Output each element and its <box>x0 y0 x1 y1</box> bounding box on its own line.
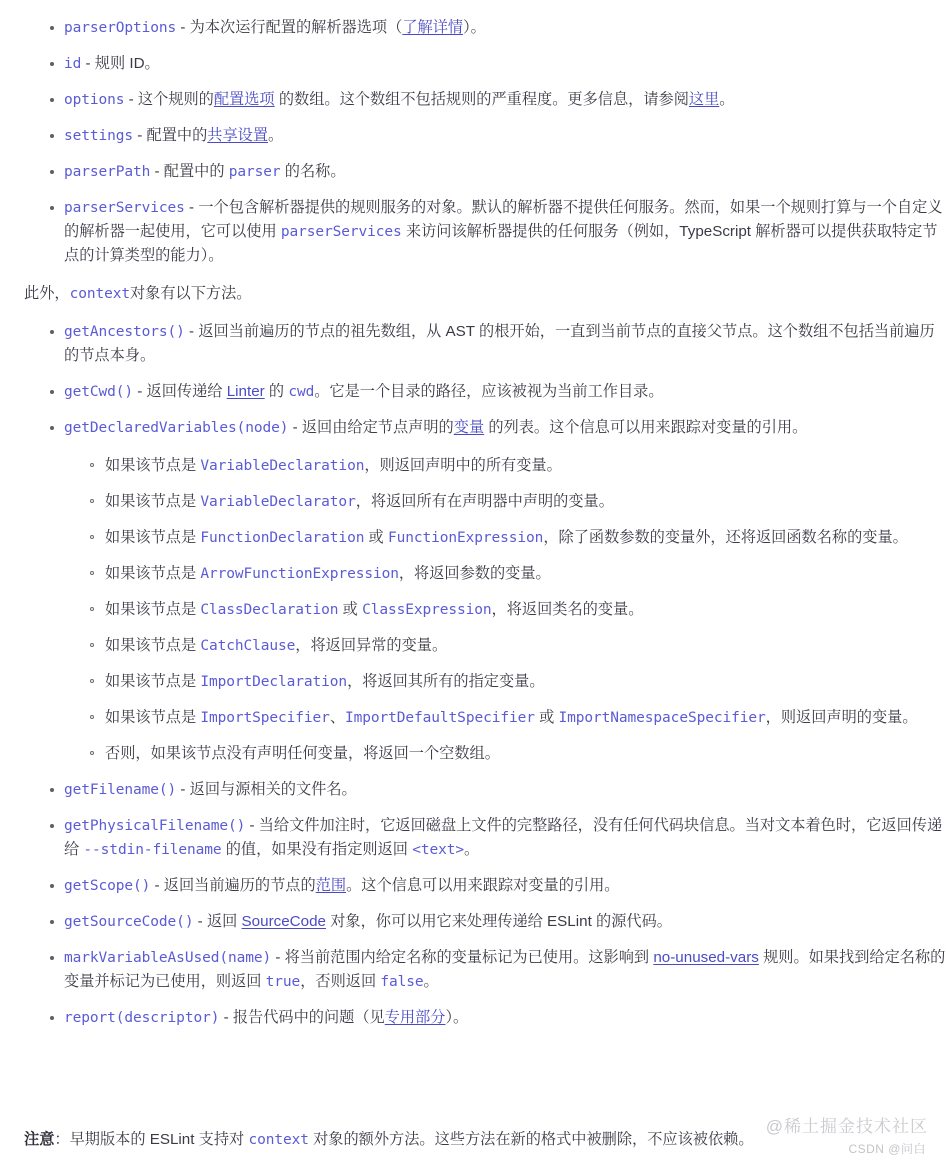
property-item-parserPath <box>0 160 946 184</box>
inline-link[interactable]: SourceCode <box>241 913 326 930</box>
text-run: - 将当前范围内给定名称的变量标记为已使用。这影响到 <box>271 949 654 966</box>
text-run: - 为本次运行配置的解析器选项（ <box>176 19 403 36</box>
text-run: 。 <box>719 91 735 108</box>
method-item-getFilename <box>0 778 946 802</box>
text-run: - 这个规则的 <box>124 91 214 108</box>
text-run: 如果该节点是 <box>105 565 201 582</box>
text-run: 或 <box>534 709 559 726</box>
property-item-body <box>64 196 946 268</box>
inline-code: context <box>69 286 130 302</box>
inline-link[interactable]: 专用部分 <box>384 1009 446 1026</box>
inline-code: ImportDeclaration <box>200 674 348 690</box>
method-sub-item-body <box>105 670 946 694</box>
text-run: 的 <box>264 383 289 400</box>
property-item-parserOptions <box>0 16 946 40</box>
method-sub-item <box>0 706 946 730</box>
inline-code: context <box>248 1132 309 1148</box>
text-run: - 返回与源相关的文件名。 <box>176 781 357 798</box>
inline-code: parserPath <box>64 164 151 180</box>
method-item-body <box>64 946 946 994</box>
property-item-id <box>0 52 946 76</box>
inline-link[interactable]: no-unused-vars <box>653 949 759 966</box>
text-run: ）。 <box>463 19 486 36</box>
method-sub-item-body <box>105 706 946 730</box>
inline-code: false <box>380 974 424 990</box>
text-run: 对象有以下方法。 <box>129 285 252 302</box>
method-sub-item <box>0 634 946 658</box>
property-item-body <box>64 16 946 40</box>
method-item-getSourceCode <box>0 910 946 934</box>
method-sub-item-body <box>105 634 946 658</box>
method-item-body <box>64 1006 946 1030</box>
text-run: 对象的额外方法。这些方法在新的格式中被删除，不应该被依赖。 <box>308 1131 754 1148</box>
method-item-getAncestors <box>0 320 946 368</box>
text-run: - 返回当前遍历的节点的 <box>150 877 316 894</box>
inline-code: ImportSpecifier <box>200 710 330 726</box>
property-item-parserServices <box>0 196 946 268</box>
method-sub-item <box>0 598 946 622</box>
property-item-settings <box>0 124 946 148</box>
method-sub-item <box>0 670 946 694</box>
inline-link[interactable]: 变量 <box>453 419 485 436</box>
method-sub-item <box>0 742 946 766</box>
context-methods-list <box>0 320 946 1030</box>
text-run: 对象，你可以用它来处理传递给 ESLint 的源代码。 <box>325 913 672 930</box>
inline-code: getScope() <box>64 878 151 894</box>
text-run: 否则，如果该节点没有声明任何变量，将返回一个空数组。 <box>105 745 500 762</box>
text-run: 如果该节点是 <box>105 709 201 726</box>
inline-code: getFilename() <box>64 782 177 798</box>
method-item-body <box>64 380 946 404</box>
inline-code: ClassDeclaration <box>200 602 339 618</box>
inline-code: getDeclaredVariables(node) <box>64 420 289 436</box>
inline-code: FunctionDeclaration <box>200 530 365 546</box>
method-sub-item-body <box>105 490 946 514</box>
text-run: 或 <box>364 529 388 546</box>
inline-code: markVariableAsUsed(name) <box>64 950 272 966</box>
text-run: 的数组。这个数组不包括规则的严重程度。更多信息，请参阅 <box>274 91 689 108</box>
text-run: ，将返回其所有的指定变量。 <box>347 673 545 690</box>
inline-code: id <box>64 56 82 72</box>
inline-code: FunctionExpression <box>387 530 544 546</box>
inline-code: getPhysicalFilename() <box>64 818 246 834</box>
inline-code: getSourceCode() <box>64 914 194 930</box>
method-item-body <box>64 814 946 862</box>
text-run: 。它是一个目录的路径，应该被视为当前工作目录。 <box>314 383 664 400</box>
inline-code: VariableDeclaration <box>200 458 365 474</box>
inline-link[interactable]: 共享设置 <box>207 127 269 144</box>
csdn-watermark: CSDN @问白 <box>848 1142 926 1156</box>
property-item-body <box>64 52 946 76</box>
document-page <box>0 16 946 1164</box>
inline-code: parserServices <box>64 200 185 216</box>
context-properties-list <box>0 16 946 268</box>
inline-code: parserOptions <box>64 20 177 36</box>
text-run: 如果该节点是 <box>105 529 201 546</box>
method-sub-item <box>0 490 946 514</box>
method-item-report <box>0 1006 946 1030</box>
inline-code: VariableDeclarator <box>200 494 356 510</box>
text-run: 规则。如果找到给定名称的变量并标记为已使用，则返回 <box>64 949 946 990</box>
text-run: 。 <box>268 127 284 144</box>
text-run: - 报告代码中的问题（见 <box>219 1009 385 1026</box>
text-run: - 配置中的 <box>133 127 208 144</box>
property-item-body <box>64 124 946 148</box>
inline-code: getAncestors() <box>64 324 185 340</box>
intro-paragraph <box>24 282 946 306</box>
text-run: - 当给文件加注时，它返回磁盘上文件的完整路径，没有任何代码块信息。当对文本着色时，它返回传递给 <box>64 817 943 858</box>
inline-code: true <box>265 974 301 990</box>
inline-code: options <box>64 92 125 108</box>
method-item-getCwd <box>0 380 946 404</box>
text-run: 的名称。 <box>280 163 346 180</box>
juejin-watermark: @稀土掘金技术社区 <box>765 1117 928 1136</box>
text-run: ，将返回类名的变量。 <box>491 601 644 618</box>
inline-code: settings <box>64 128 134 144</box>
method-item-body <box>64 778 946 802</box>
property-item-body <box>64 160 946 184</box>
method-item-body <box>64 320 946 368</box>
text-run: ：早期版本的 ESLint 支持对 <box>54 1131 249 1148</box>
inline-code: --stdin-filename <box>83 842 222 858</box>
inline-link[interactable]: 这里 <box>688 91 720 108</box>
text-run: - 返回当前遍历的节点的祖先数组，从 AST 的根开始，一直到当前节点的直接父节点。这个数组不包括当前遍历的节点本身。 <box>64 323 935 364</box>
inline-code: report(descriptor) <box>64 1010 220 1026</box>
inline-code: ImportDefaultSpecifier <box>345 710 535 726</box>
text-run: 如果该节点是 <box>105 637 201 654</box>
text-run: 或 <box>338 601 363 618</box>
text-run: 如果该节点是 <box>105 673 201 690</box>
method-sub-item <box>0 526 946 550</box>
text-run: 的列表。这个信息可以用来跟踪对变量的引用。 <box>484 419 808 436</box>
inline-code: cwd <box>288 384 315 400</box>
inline-code: CatchClause <box>200 638 296 654</box>
text-run: ，否则返回 <box>300 973 381 990</box>
text-run: - 规则 ID。 <box>81 55 160 72</box>
method-sub-item-body <box>105 598 946 622</box>
inline-code: getCwd() <box>64 384 134 400</box>
method-sub-item <box>0 562 946 586</box>
method-sub-item-body <box>105 562 946 586</box>
text-run: ）。 <box>445 1009 469 1026</box>
text-run: ，则返回声明的变量。 <box>765 709 918 726</box>
inline-code: parser <box>228 164 281 180</box>
text-run: ，将返回参数的变量。 <box>398 565 551 582</box>
text-run: - 配置中的 <box>150 163 229 180</box>
inline-code: parserServices <box>280 224 402 240</box>
inline-code: ImportNamespaceSpecifier <box>558 710 766 726</box>
text-run: 如果该节点是 <box>105 457 201 474</box>
method-item-body <box>64 874 946 898</box>
text-run: 如果该节点是 <box>105 601 201 618</box>
text-run: - 返回 <box>193 913 242 930</box>
text-run: ，将返回所有在声明器中声明的变量。 <box>355 493 614 510</box>
method-item-body <box>64 416 946 440</box>
text-run: 如果该节点是 <box>105 493 201 510</box>
text-run: ，将返回异常的变量。 <box>295 637 448 654</box>
text-run: 的值，如果没有指定则返回 <box>221 841 413 858</box>
method-sub-item <box>0 454 946 478</box>
text-run: 。 <box>463 841 480 858</box>
inline-link[interactable]: 了解详情 <box>402 19 464 36</box>
inline-code: ClassExpression <box>362 602 492 618</box>
text-run: ，除了函数参数的变量外，还将返回函数名称的变量。 <box>543 529 908 546</box>
method-sub-item-body <box>105 526 946 550</box>
text-run: 此外， <box>24 285 70 302</box>
inline-link[interactable]: Linter <box>226 383 265 400</box>
inline-link[interactable]: 范围 <box>315 877 347 894</box>
method-item-markVariableAsUsed <box>0 946 946 994</box>
bold-text: 注意 <box>24 1131 55 1148</box>
text-run: 来访问该解析器提供的任何服务（例如，TypeScript 解析器可以提供获取特定节点的计算类型的能力）。 <box>64 223 938 264</box>
text-run: - 返回传递给 <box>133 383 227 400</box>
method-sub-item-body <box>105 742 946 766</box>
method-item-body <box>64 910 946 934</box>
text-run: - 一个包含解析器提供的规则服务的对象。默认的解析器不提供任何服务。然而，如果一个规则打算与一个自定义的解析器一起使用，它可以使用 <box>64 199 943 240</box>
property-item-options <box>0 88 946 112</box>
method-item-getDeclaredVariables <box>0 416 946 766</box>
text-run: 。这个信息可以用来跟踪对变量的引用。 <box>346 877 620 894</box>
property-item-body <box>64 88 946 112</box>
method-item-getPhysicalFilename <box>0 814 946 862</box>
method-sub-list <box>0 454 946 766</box>
method-item-getScope <box>0 874 946 898</box>
text-run: - 返回由给定节点声明的 <box>288 419 454 436</box>
text-run: 、 <box>329 709 345 726</box>
inline-code: ArrowFunctionExpression <box>200 566 399 582</box>
text-run: ，则返回声明中的所有变量。 <box>364 457 562 474</box>
method-sub-item-body <box>105 454 946 478</box>
inline-code: <text> <box>412 842 464 858</box>
text-run: 。 <box>423 973 439 990</box>
inline-link[interactable]: 配置选项 <box>213 91 275 108</box>
